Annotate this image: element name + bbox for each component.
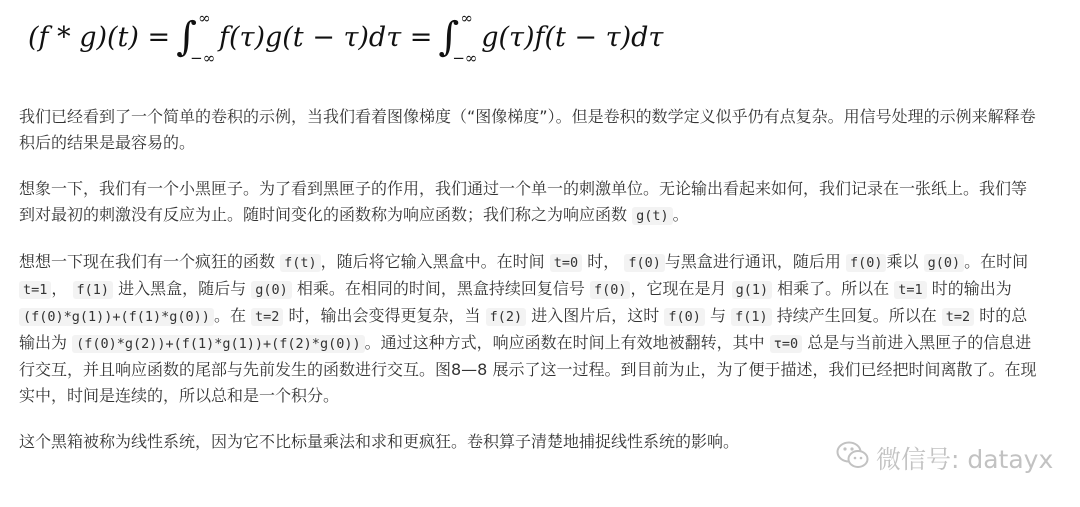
text: 时的输出为 <box>931 279 1012 298</box>
text: 想想一下现在我们有一个疯狂的函数 <box>19 252 276 271</box>
text: ，它现在是月 <box>630 279 727 298</box>
paragraph-4: 这个黑箱被称为线性系统，因为它不比标量乘法和求和更疯狂。卷积算子清楚地捕捉线性系统的影响。 <box>19 432 740 451</box>
text: 想象一下，我们有一个小黑匣子。为了看到黑匣子的作用，我们通过一个单一的刺激单位。无论输出看起来如何，我们记录在一张纸上。我们等到对最初的刺激没有反应为止。随时间变化的函数称为响应函数；我们称之为响应函数 <box>19 179 1028 224</box>
inline-code: f(0) <box>590 281 631 299</box>
integral-2-body: g(τ)f(t − τ)dτ <box>481 21 664 53</box>
inline-code: t=1 <box>19 281 51 299</box>
integral-sign-2: ∫ ∞ −∞ <box>438 9 478 67</box>
paragraph-2 <box>19 176 1039 229</box>
text: 时， <box>587 252 620 271</box>
watermark-text: 微信号: datayx <box>876 445 1054 474</box>
text: 与黑盒进行通讯，随后用 <box>664 252 841 271</box>
text: 。在时间 <box>964 252 1029 271</box>
formula-lhs: (f * g)(t) = <box>28 21 171 53</box>
inline-code: f(0) <box>664 308 705 326</box>
text: 与 <box>709 306 726 325</box>
article-body <box>19 104 1039 475</box>
inline-code: (f(0)*g(2))+(f(1)*g(1))+(f(2)*g(0)) <box>72 335 364 353</box>
inline-code: t=2 <box>251 308 283 326</box>
text: 。 <box>672 205 689 224</box>
text: ，随后将它输入黑盒中。在时间 <box>320 252 545 271</box>
integral-2-upper-limit: ∞ <box>460 9 473 27</box>
integral-sign-1: ∫ ∞ −∞ <box>176 9 216 67</box>
inline-code: f(0) <box>846 254 887 272</box>
inline-code: g(1) <box>732 281 773 299</box>
inline-code: t=1 <box>894 281 926 299</box>
text: ， <box>51 279 68 298</box>
integral-1-lower-limit: −∞ <box>190 49 216 67</box>
text: 相乘。在相同的时间，黑盒持续回复信号 <box>296 279 585 298</box>
inline-code: f(1) <box>73 281 114 299</box>
inline-code: τ=0 <box>770 335 802 353</box>
inline-code: f(0) <box>624 254 665 272</box>
inline-code: t=2 <box>942 308 974 326</box>
inline-code: t=0 <box>550 254 582 272</box>
wechat-icon <box>836 440 876 476</box>
text: 相乘了。所以在 <box>777 279 890 298</box>
text: 时，输出会变得更复杂，当 <box>288 306 481 325</box>
text: 进入图片后，这时 <box>531 306 660 325</box>
integral-1-body: f(τ)g(t − τ)dτ = <box>218 21 433 53</box>
inline-code: g(0) <box>924 254 965 272</box>
text: 。通过这种方式，响应函数在时间上有效地被翻转，其中 <box>364 333 765 352</box>
convolution-formula <box>28 4 663 70</box>
inline-code: f(1) <box>731 308 772 326</box>
inline-code: g(t) <box>632 207 673 225</box>
paragraph-1: 我们已经看到了一个简单的卷积的示例，当我们看着图像梯度（“图像梯度”）。但是卷积的数学定义似乎仍有点复杂。用信号处理的示例来解释卷积后的结果是最容易的。 <box>19 107 1036 152</box>
inline-code: f(t) <box>280 254 321 272</box>
text: 总是与当前进入黑匣子的信息进行交互，并且响应函数的尾部与先前发生的函数进行交互。图8—8 展示了这一过程。到目前为止，为了便于描述，我们已经把时间离散了。在现实中，时间是连续的，所以总和是一个积分。 <box>19 333 1037 405</box>
inline-code: (f(0)*g(1))+(f(1)*g(0)) <box>19 308 214 326</box>
text: 进入黑盒，随后与 <box>118 279 247 298</box>
text: 乘以 <box>886 252 919 271</box>
text: 持续产生回复。所以在 <box>776 306 937 325</box>
inline-code: f(2) <box>486 308 527 326</box>
integral-2-lower-limit: −∞ <box>452 49 478 67</box>
paragraph-3 <box>19 249 1039 409</box>
integral-1-upper-limit: ∞ <box>198 9 211 27</box>
inline-code: g(0) <box>251 281 292 299</box>
text: 。在 <box>213 306 246 325</box>
watermark <box>836 440 1053 476</box>
text: 时的总输出为 <box>19 306 1028 352</box>
